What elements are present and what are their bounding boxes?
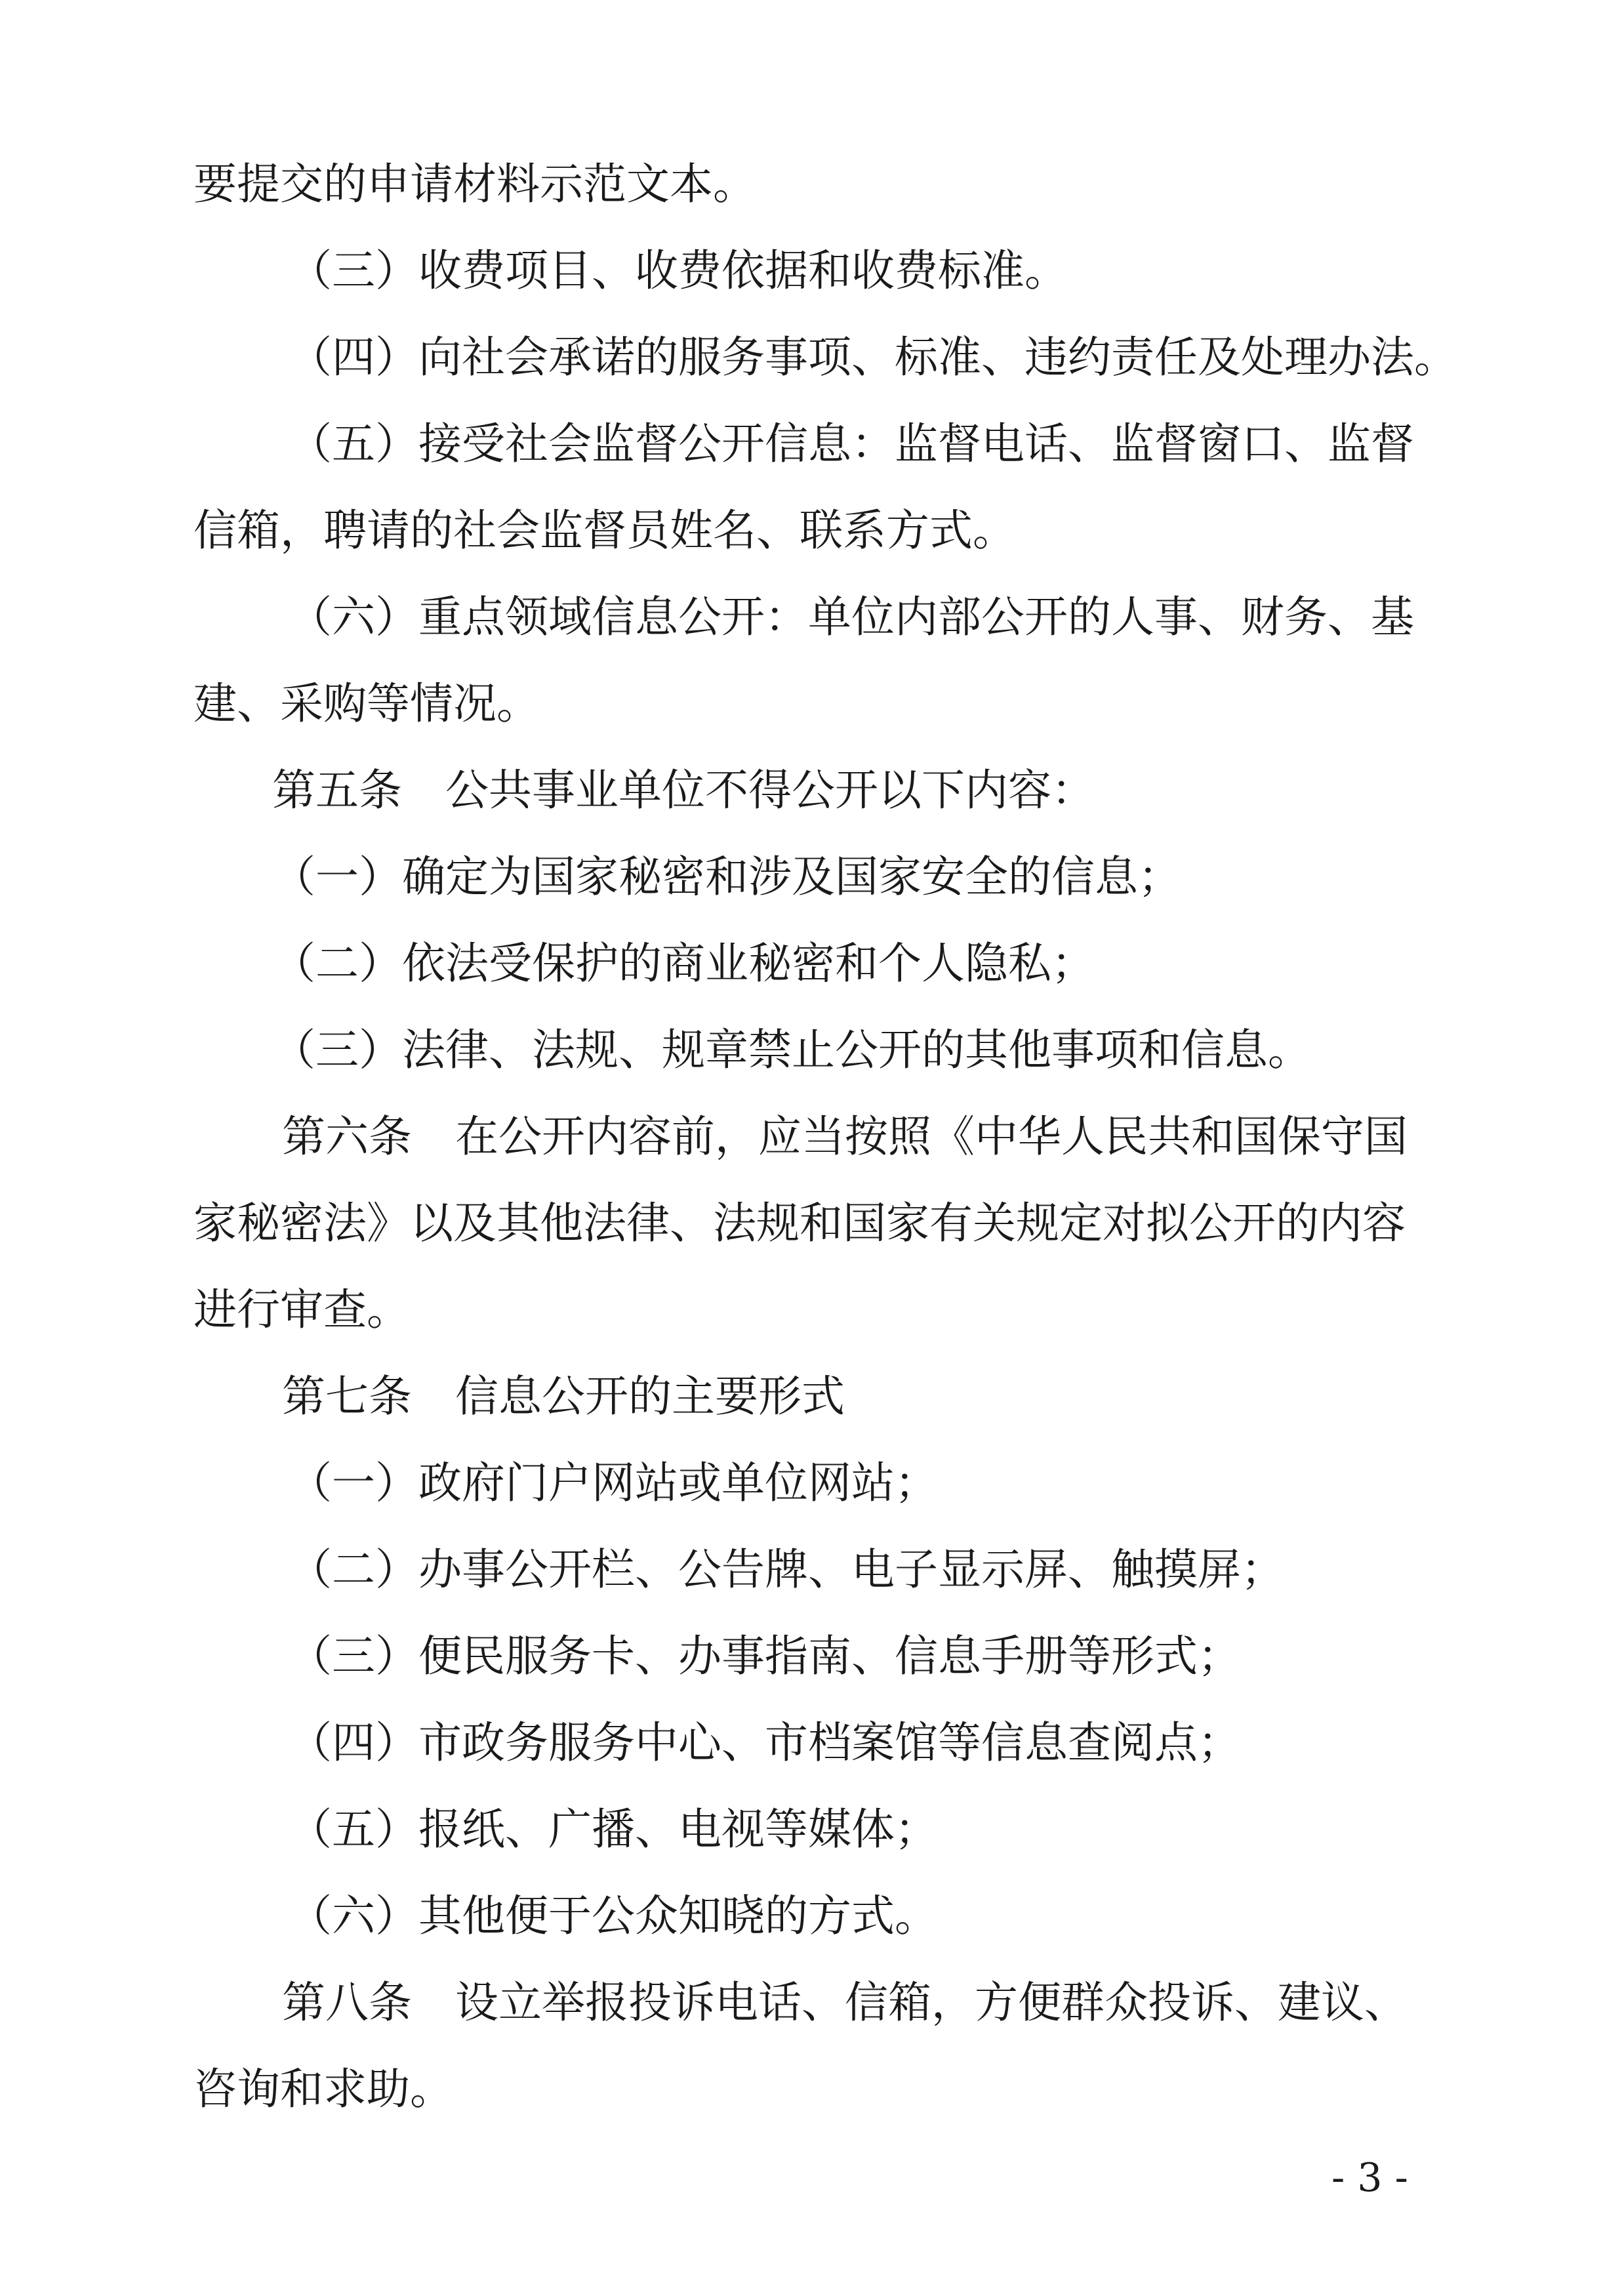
text-line: （四）向社会承诺的服务事项、标准、违约责任及处理办法。 — [289, 332, 1457, 382]
text-line: 建、采购等情况。 — [193, 678, 540, 729]
text-line: （五）接受社会监督公开信息：监督电话、监督窗口、监督 — [289, 419, 1414, 469]
text-line: 家秘密法》以及其他法律、法规和国家有关规定对拟公开的内容 — [193, 1198, 1406, 1248]
text-line: 第六条 在公开内容前，应当按照《中华人民共和国保守国 — [282, 1111, 1408, 1162]
text-line: （三）法律、法规、规章禁止公开的其他事项和信息。 — [272, 1025, 1311, 1075]
page-number: - 3 - — [1331, 2155, 1408, 2201]
text-line: 信箱，聘请的社会监督员姓名、联系方式。 — [193, 505, 1016, 556]
text-line: （三）收费项目、收费依据和收费标准。 — [289, 245, 1068, 296]
text-line: （六）其他便于公众知晓的方式。 — [289, 1891, 938, 1941]
text-line: 要提交的申请材料示范文本。 — [193, 159, 756, 209]
text-line: （二）依法受保护的商业秘密和个人隐私； — [272, 938, 1095, 989]
text-line: （五）报纸、广播、电视等媒体； — [289, 1804, 938, 1855]
text-line: （四）市政务服务中心、市档案馆等信息查阅点； — [289, 1717, 1241, 1768]
text-line: 进行审查。 — [193, 1284, 410, 1335]
text-line: （二）办事公开栏、公告牌、电子显示屏、触摸屏； — [289, 1544, 1284, 1595]
text-line: （三）便民服务卡、办事指南、信息手册等形式； — [289, 1631, 1241, 1681]
text-line: （一）确定为国家秘密和涉及国家安全的信息； — [272, 851, 1181, 902]
text-line: 第七条 信息公开的主要形式 — [282, 1371, 845, 1422]
text-line: 第八条 设立举报投诉电话、信箱，方便群众投诉、建议、 — [282, 1977, 1408, 2028]
text-line: 第五条 公共事业单位不得公开以下内容： — [272, 765, 1095, 815]
text-line: （六）重点领域信息公开：单位内部公开的人事、财务、基 — [289, 592, 1414, 642]
text-line: 咨询和求助。 — [193, 2064, 453, 2114]
text-line: （一）政府门户网站或单位网站； — [289, 1458, 938, 1508]
